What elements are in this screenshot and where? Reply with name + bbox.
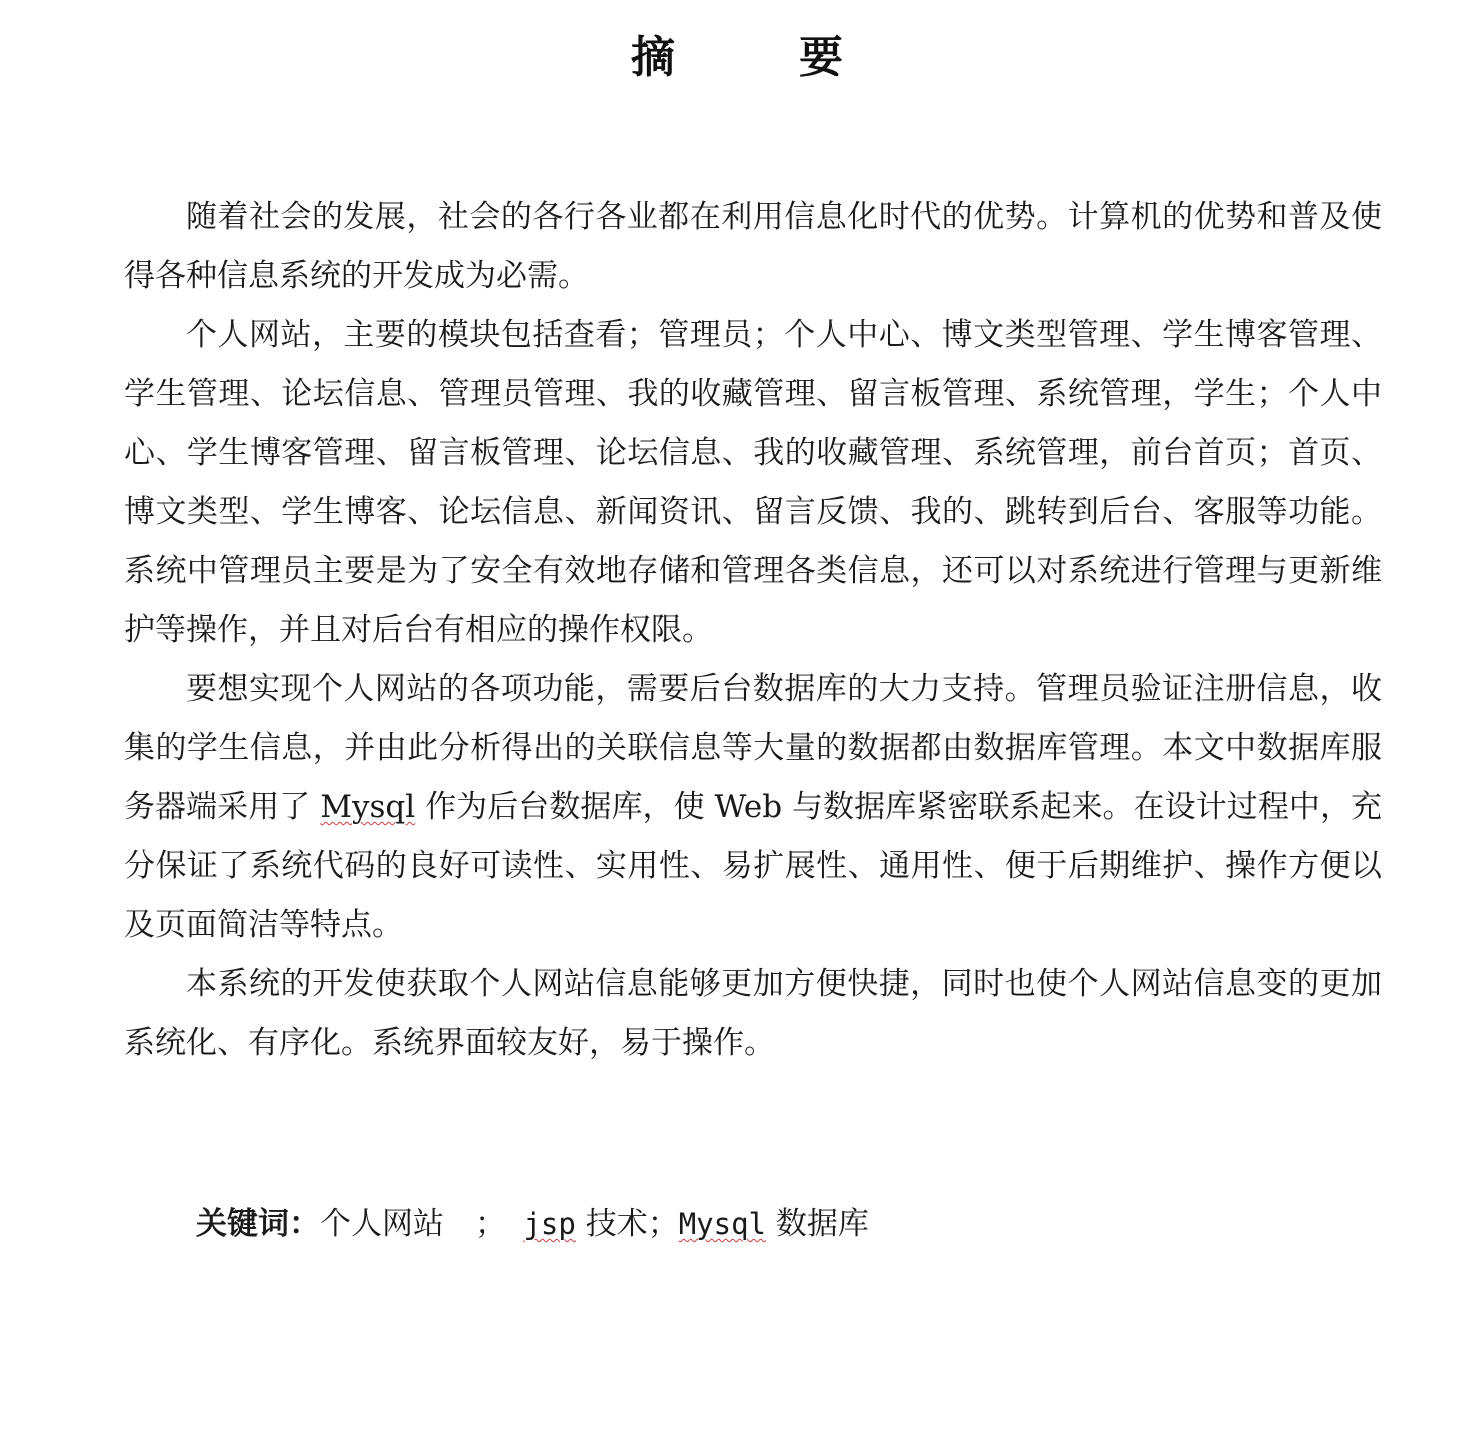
keyword-mysql: Mysql — [678, 1207, 767, 1241]
keywords-line — [196, 1196, 869, 1252]
keywords-label: 关键词： — [196, 1206, 320, 1242]
paragraph-3-part-1: 要想实现个人网站的各项功能，需要后台数据库的大力支持。管理员验证注册信息，收集的学生信息，并由此分析得出的关联信息等大量的数据都由数据库管理。本文中数据库服务器端采用了 — [124, 671, 1382, 825]
mysql-spellcheck-word: Mysql — [320, 789, 416, 825]
paragraph-4: 本系统的开发使获取个人网站信息能够更加方便快捷，同时也使个人网站信息变的更加系统化、有序化。系统界面较友好，易于操作。 — [124, 966, 1382, 1061]
paragraph-3 — [124, 660, 1382, 955]
keyword-mysql-suffix: 数据库 — [766, 1206, 869, 1242]
paragraph-1: 随着社会的发展，社会的各行各业都在利用信息化时代的优势。计算机的优势和普及使得各种信息系统的开发成为必需。 — [124, 199, 1382, 294]
abstract-title: 摘 要 — [631, 32, 883, 83]
keyword-personal-website: 个人网站 ； — [320, 1206, 506, 1242]
keyword-jsp-suffix: 技术； — [575, 1206, 679, 1242]
keyword-jsp: jsp — [523, 1207, 576, 1241]
abstract-body — [124, 188, 1382, 1073]
keyword-jsp-prefix — [506, 1207, 523, 1241]
paragraph-2: 个人网站，主要的模块包括查看；管理员；个人中心、博文类型管理、学生博客管理、学生管理、论坛信息、管理员管理、我的收藏管理、留言板管理、系统管理，学生；个人中心、学生博客管理、留言板管理、论坛信息、我的收藏管理、系统管理，前台首页；首页、博文类型、学生博客、论坛信息、新闻资讯、留言反馈、我的、跳转到后台、客服等功能。系统中管理员主要是为了安全有效地存储和管理各类信息，还可以对系统进行管理与更新维护等操作，并且对后台有相应的操作权限。 — [124, 317, 1382, 648]
paragraph-3-part-2: 作为后台数据库，使 Web 与数据库紧密联系起来。在设计过程中，充分保证了系统代码的良好可读性、实用性、易扩展性、通用性、便于后期维护、操作方便以及页面简洁等特点。 — [124, 789, 1382, 943]
